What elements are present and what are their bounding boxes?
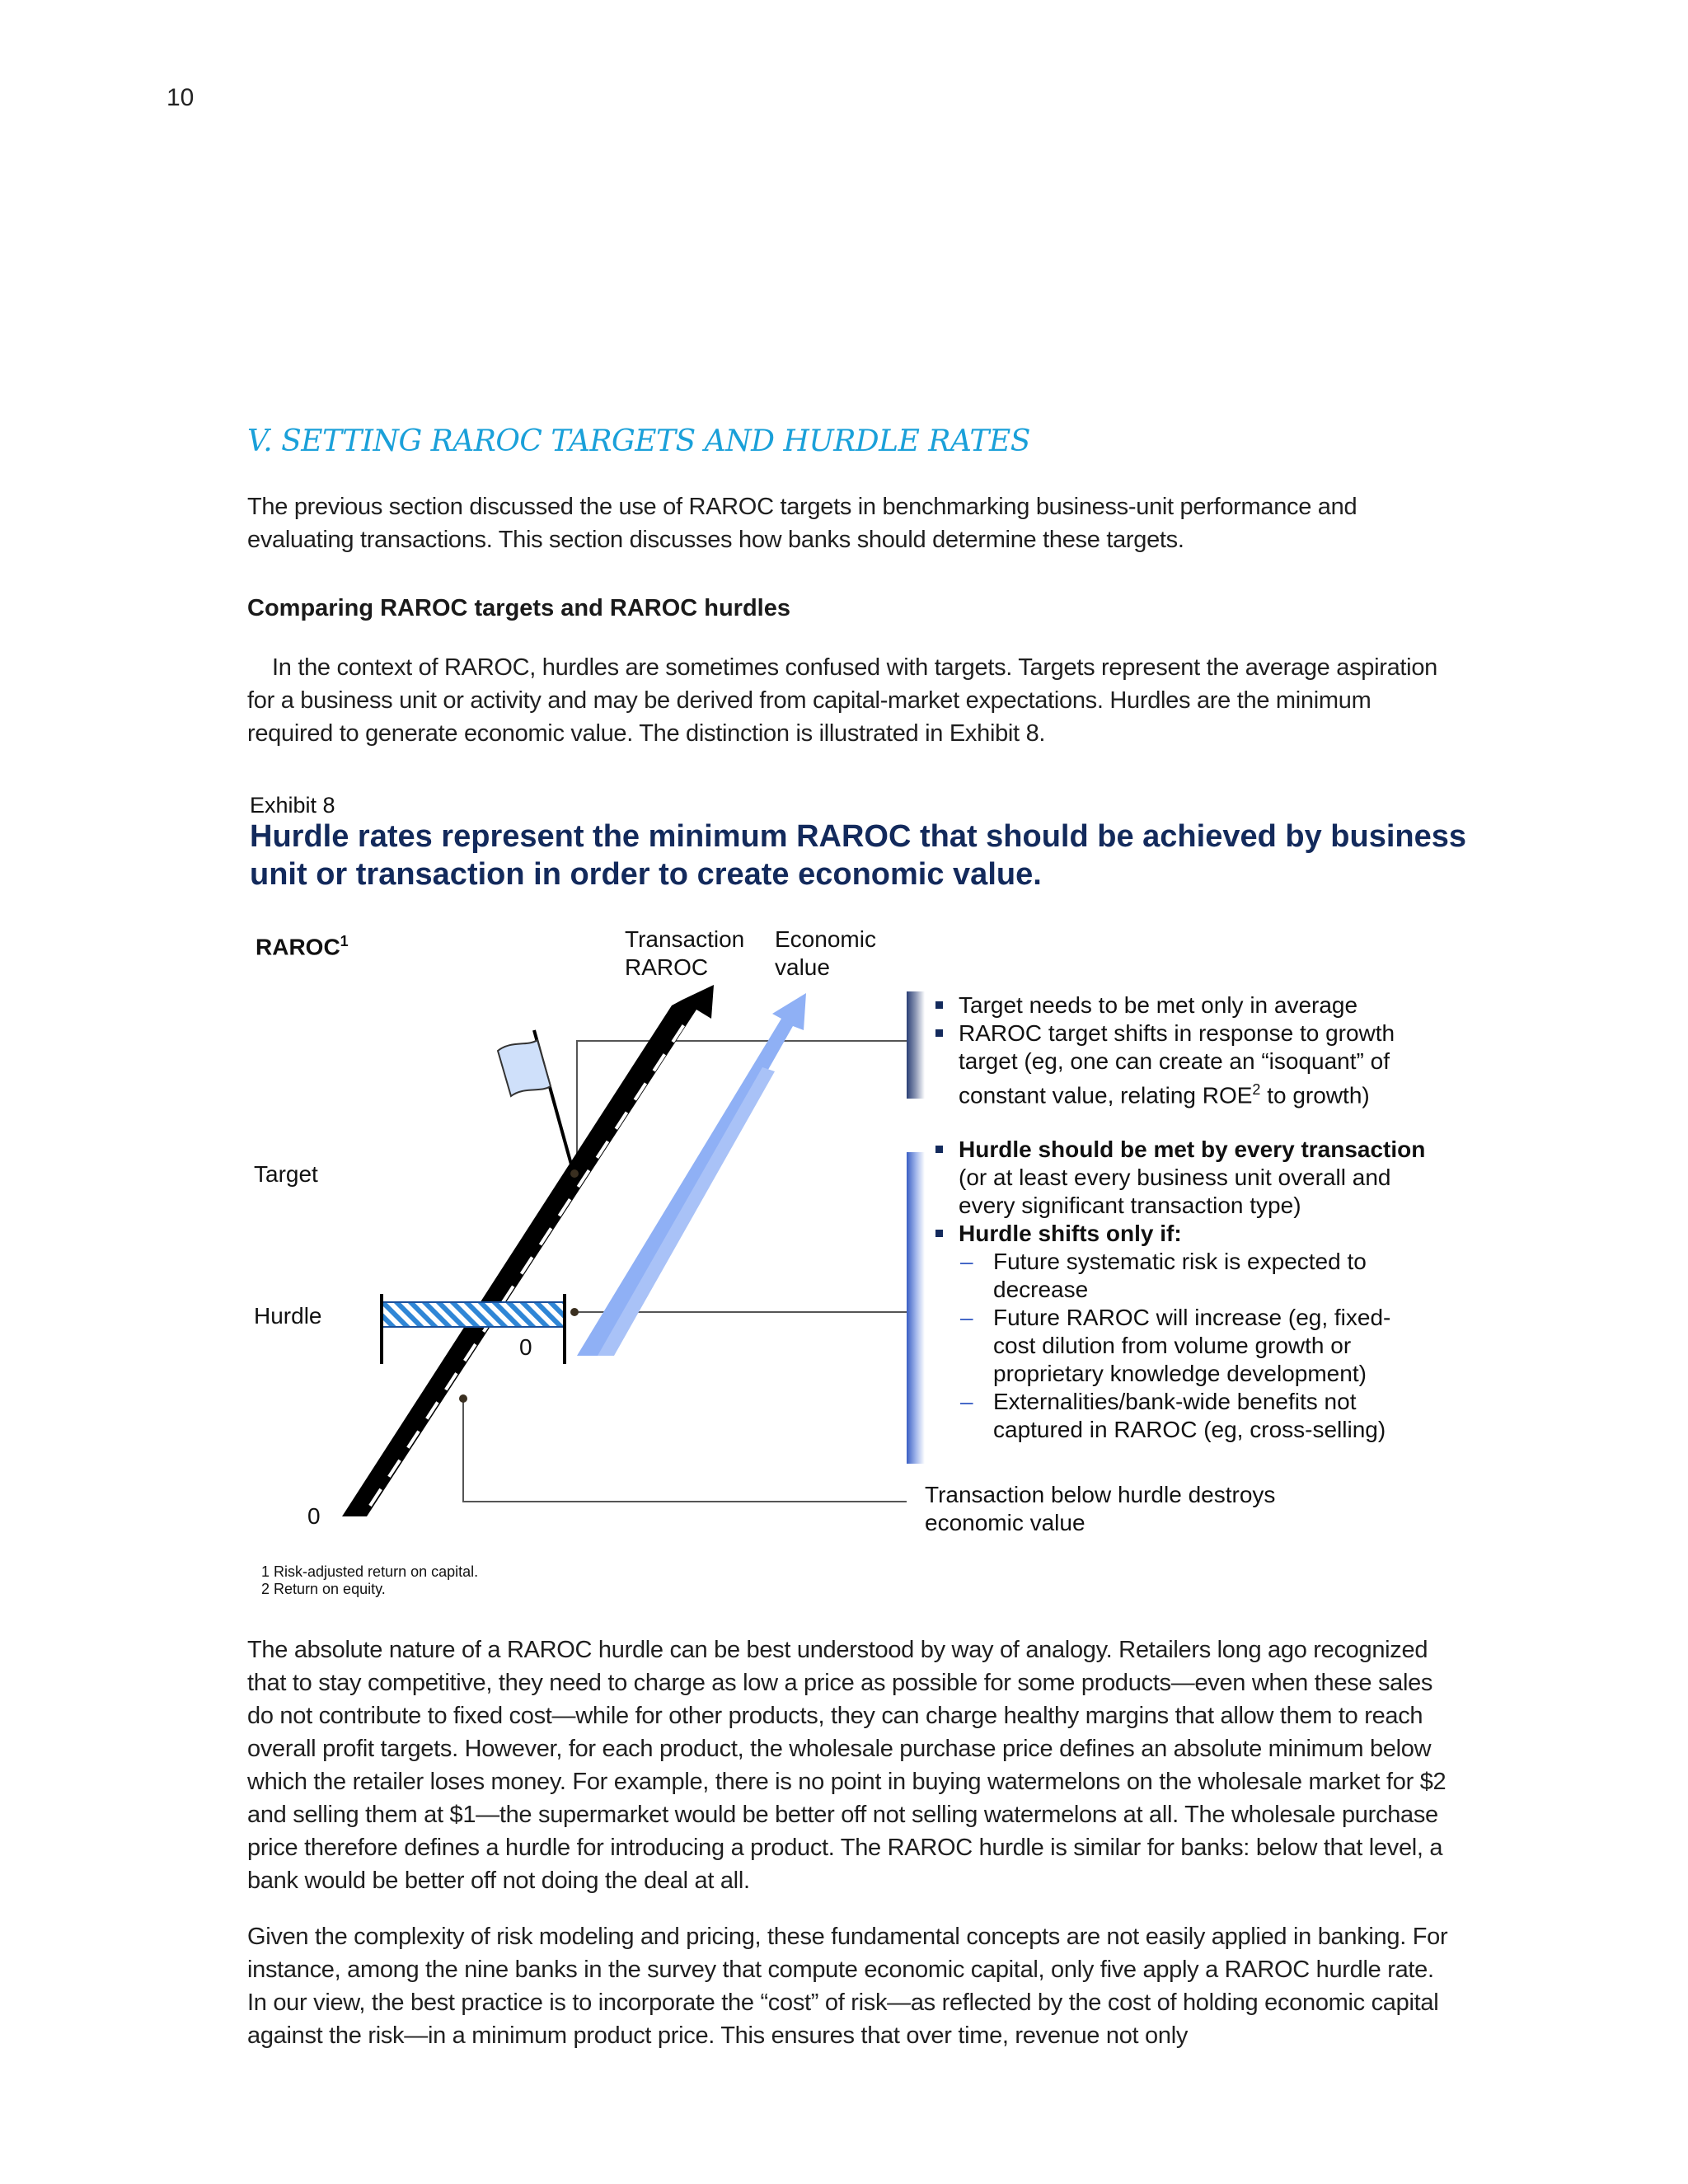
target-accent-bar: [907, 991, 925, 1099]
hurdle-bullets: [934, 1136, 1428, 1444]
hurdle-zero-label: 0: [519, 1334, 532, 1360]
raroc-axis-label: RAROC$^1$: [256, 933, 349, 960]
complexity-paragraph: Given the complexity of risk modeling and pricing, these fundamental concepts are not easily applied in banking. For instance, among the nine banks in the survey that compute economic capital, only five apply a RAROC hurdle rate. In our view, the best practice is to incorporate the “cost” of risk—as reflected by the cost of holding economic capital against the risk—in a minimum product price. This ensures that over time, revenue not only: [247, 1924, 1448, 2049]
target-bullets: [934, 991, 1428, 1109]
subheading: Comparing RAROC targets and RAROC hurdles: [247, 595, 790, 621]
economic-value-label: Economic value: [775, 926, 876, 980]
hurdle-bar: [382, 1302, 565, 1327]
section-title: V. SETTING RAROC TARGETS AND HURDLE RATES: [247, 424, 1030, 458]
zero-level-label: 0: [307, 1503, 321, 1529]
list-item: Target needs to be met only in average: [934, 991, 1428, 1019]
list-item: – Future systematic risk is expected to decrease: [960, 1249, 1367, 1302]
exhibit-title: Hurdle rates represent the minimum RAROC that should be achieved by business unit or transaction in order to create economic value.: [250, 819, 1467, 892]
below-hurdle-connector-line: [463, 1401, 907, 1502]
target-flag: [498, 1040, 551, 1096]
list-item: RAROC target shifts in response to growth target (eg, one can create an “isoquant” of constant value, relating ROE$^2$ to growth): [934, 1019, 1428, 1109]
list-item: – Externalities/bank-wide benefits not captured in RAROC (eg, cross-selling): [960, 1389, 1386, 1442]
list-item: Hurdle shifts only if:: [934, 1220, 1428, 1248]
target-level-label: Target: [254, 1161, 318, 1187]
hurdle-accent-bar: [907, 1152, 925, 1464]
below-hurdle-note: Transaction below hurdle destroys economic value: [925, 1482, 1276, 1535]
hurdle-level-label: Hurdle: [254, 1303, 322, 1329]
intro-paragraph: The previous section discussed the use of RAROC targets in benchmarking business-unit performance and evaluating transactions. This section discusses how banks should determine these targets.: [247, 494, 1357, 553]
exhibit-label: Exhibit 8: [250, 793, 335, 818]
footnote-1: 1 Risk-adjusted return on capital.: [261, 1563, 479, 1580]
footnote-2: 2 Return on equity.: [261, 1581, 386, 1597]
context-paragraph: In the context of RAROC, hurdles are sometimes confused with targets. Targets represent the average aspiration for a business unit or activity and may be derived from capital-market expectations. Hurdles are the minimum required to generate economic value. The distinction is illustrated in Exhibit 8.: [247, 654, 1437, 747]
list-item: – Future RAROC will increase (eg, fixed-cost dilution from volume growth or proprietary knowledge development): [960, 1305, 1391, 1386]
economic-value-arrow: [577, 993, 806, 1356]
transaction-raroc-label: Transaction RAROC: [625, 926, 745, 980]
analogy-paragraph: The absolute nature of a RAROC hurdle can be best understood by way of analogy. Retailers long ago recognized that to stay competitive, they need to charge as low a price as possible for some products—even when these sales do not contribute to fixed cost—while for other products, they can charge healthy margins that allow them to reach overall profit targets. However, for each product, the wholesale purchase price defines an absolute minimum below which the retailer loses money. For example, there is no point in buying watermelons on the wholesale market for $2 and selling them at $1—the supermarket would be better off not selling watermelons at all. The wholesale purchase price therefore defines a hurdle for introducing a product. The RAROC hurdle is similar for banks: below that level, a bank would be better off not doing the deal at all.: [247, 1637, 1447, 1894]
page-number: 10: [166, 84, 195, 111]
list-item: Hurdle should be met by every transaction (or at least every business unit overall and every significant transaction type): [934, 1136, 1428, 1220]
